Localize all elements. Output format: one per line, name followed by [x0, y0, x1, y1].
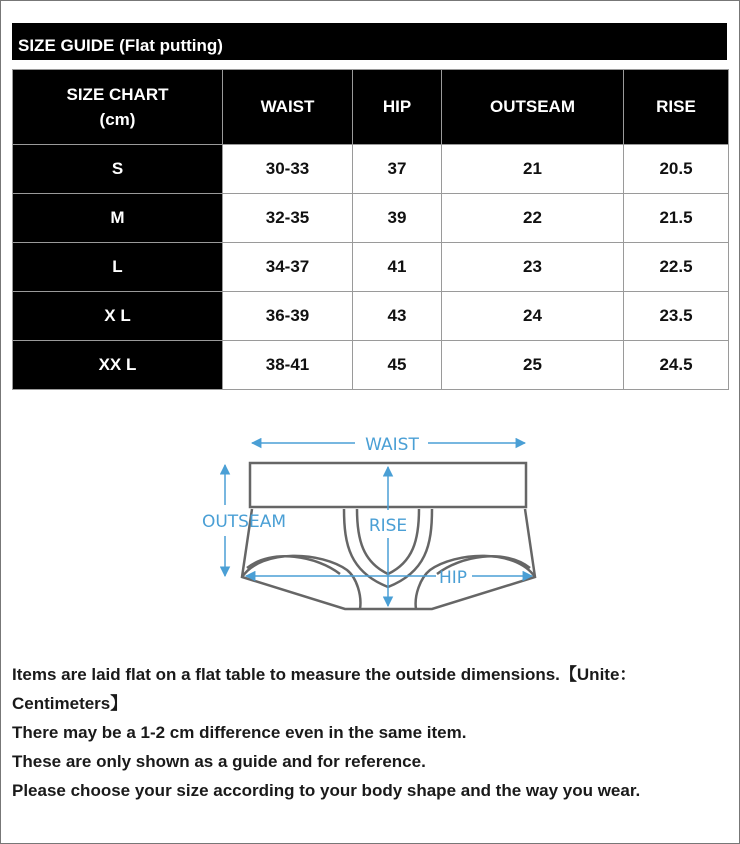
hip-cell: 37	[353, 145, 442, 194]
size-cell: M	[13, 194, 223, 243]
table-row	[13, 341, 729, 390]
header-waist: WAIST	[223, 70, 353, 145]
hip-cell: 41	[353, 243, 442, 292]
outseam-cell: 21	[442, 145, 624, 194]
rise-measure	[369, 467, 407, 606]
waist-cell: 34-37	[223, 243, 353, 292]
hip-cell: 39	[353, 194, 442, 243]
header-hip: HIP	[353, 70, 442, 145]
note-choose-size: Please choose your size according to your body shape and the way you wear.	[12, 781, 641, 800]
note-difference: There may be a 1-2 cm difference even in the same item.	[12, 723, 467, 742]
table-row	[13, 243, 729, 292]
size-cell: XX L	[13, 341, 223, 390]
rise-cell: 22.5	[624, 243, 729, 292]
note-measurement: Items are laid flat on a flat table to measure the outside dimensions.【Unite：Centimeters】	[12, 665, 637, 713]
table-header-row	[13, 70, 729, 145]
outseam-cell: 22	[442, 194, 624, 243]
hip-cell: 43	[353, 292, 442, 341]
header-rise: RISE	[624, 70, 729, 145]
table-row	[13, 292, 729, 341]
outseam-cell: 23	[442, 243, 624, 292]
hip-cell: 45	[353, 341, 442, 390]
rise-cell: 24.5	[624, 341, 729, 390]
rise-label: RISE	[368, 516, 408, 536]
hip-measure	[246, 568, 532, 588]
waist-label: WAIST	[365, 435, 419, 455]
note-guide: These are only shown as a guide and for reference.	[12, 752, 426, 771]
size-cell: L	[13, 243, 223, 292]
notes-section	[12, 660, 728, 805]
waist-cell: 30-33	[223, 145, 353, 194]
hip-label: HIP	[438, 568, 468, 588]
size-cell: S	[13, 145, 223, 194]
waist-cell: 36-39	[223, 292, 353, 341]
waist-cell: 38-41	[223, 341, 353, 390]
header-size-chart	[13, 70, 223, 145]
rise-cell: 20.5	[624, 145, 729, 194]
waist-cell: 32-35	[223, 194, 353, 243]
outseam-label: OUTSEAM	[201, 512, 287, 532]
header-outseam: OUTSEAM	[442, 70, 624, 145]
header-size-chart-label: SIZE CHART	[66, 85, 169, 104]
size-chart-table	[12, 69, 729, 390]
table-row	[13, 145, 729, 194]
measurement-diagram	[190, 425, 550, 625]
page-title: SIZE GUIDE (Flat putting)	[12, 23, 727, 60]
waist-measure	[252, 435, 525, 455]
rise-cell: 23.5	[624, 292, 729, 341]
outseam-cell: 24	[442, 292, 624, 341]
left-leg-trim	[247, 556, 340, 574]
rise-cell: 21.5	[624, 194, 729, 243]
size-cell: X L	[13, 292, 223, 341]
outseam-cell: 25	[442, 341, 624, 390]
header-unit-label: (cm)	[99, 110, 136, 129]
table-row	[13, 194, 729, 243]
